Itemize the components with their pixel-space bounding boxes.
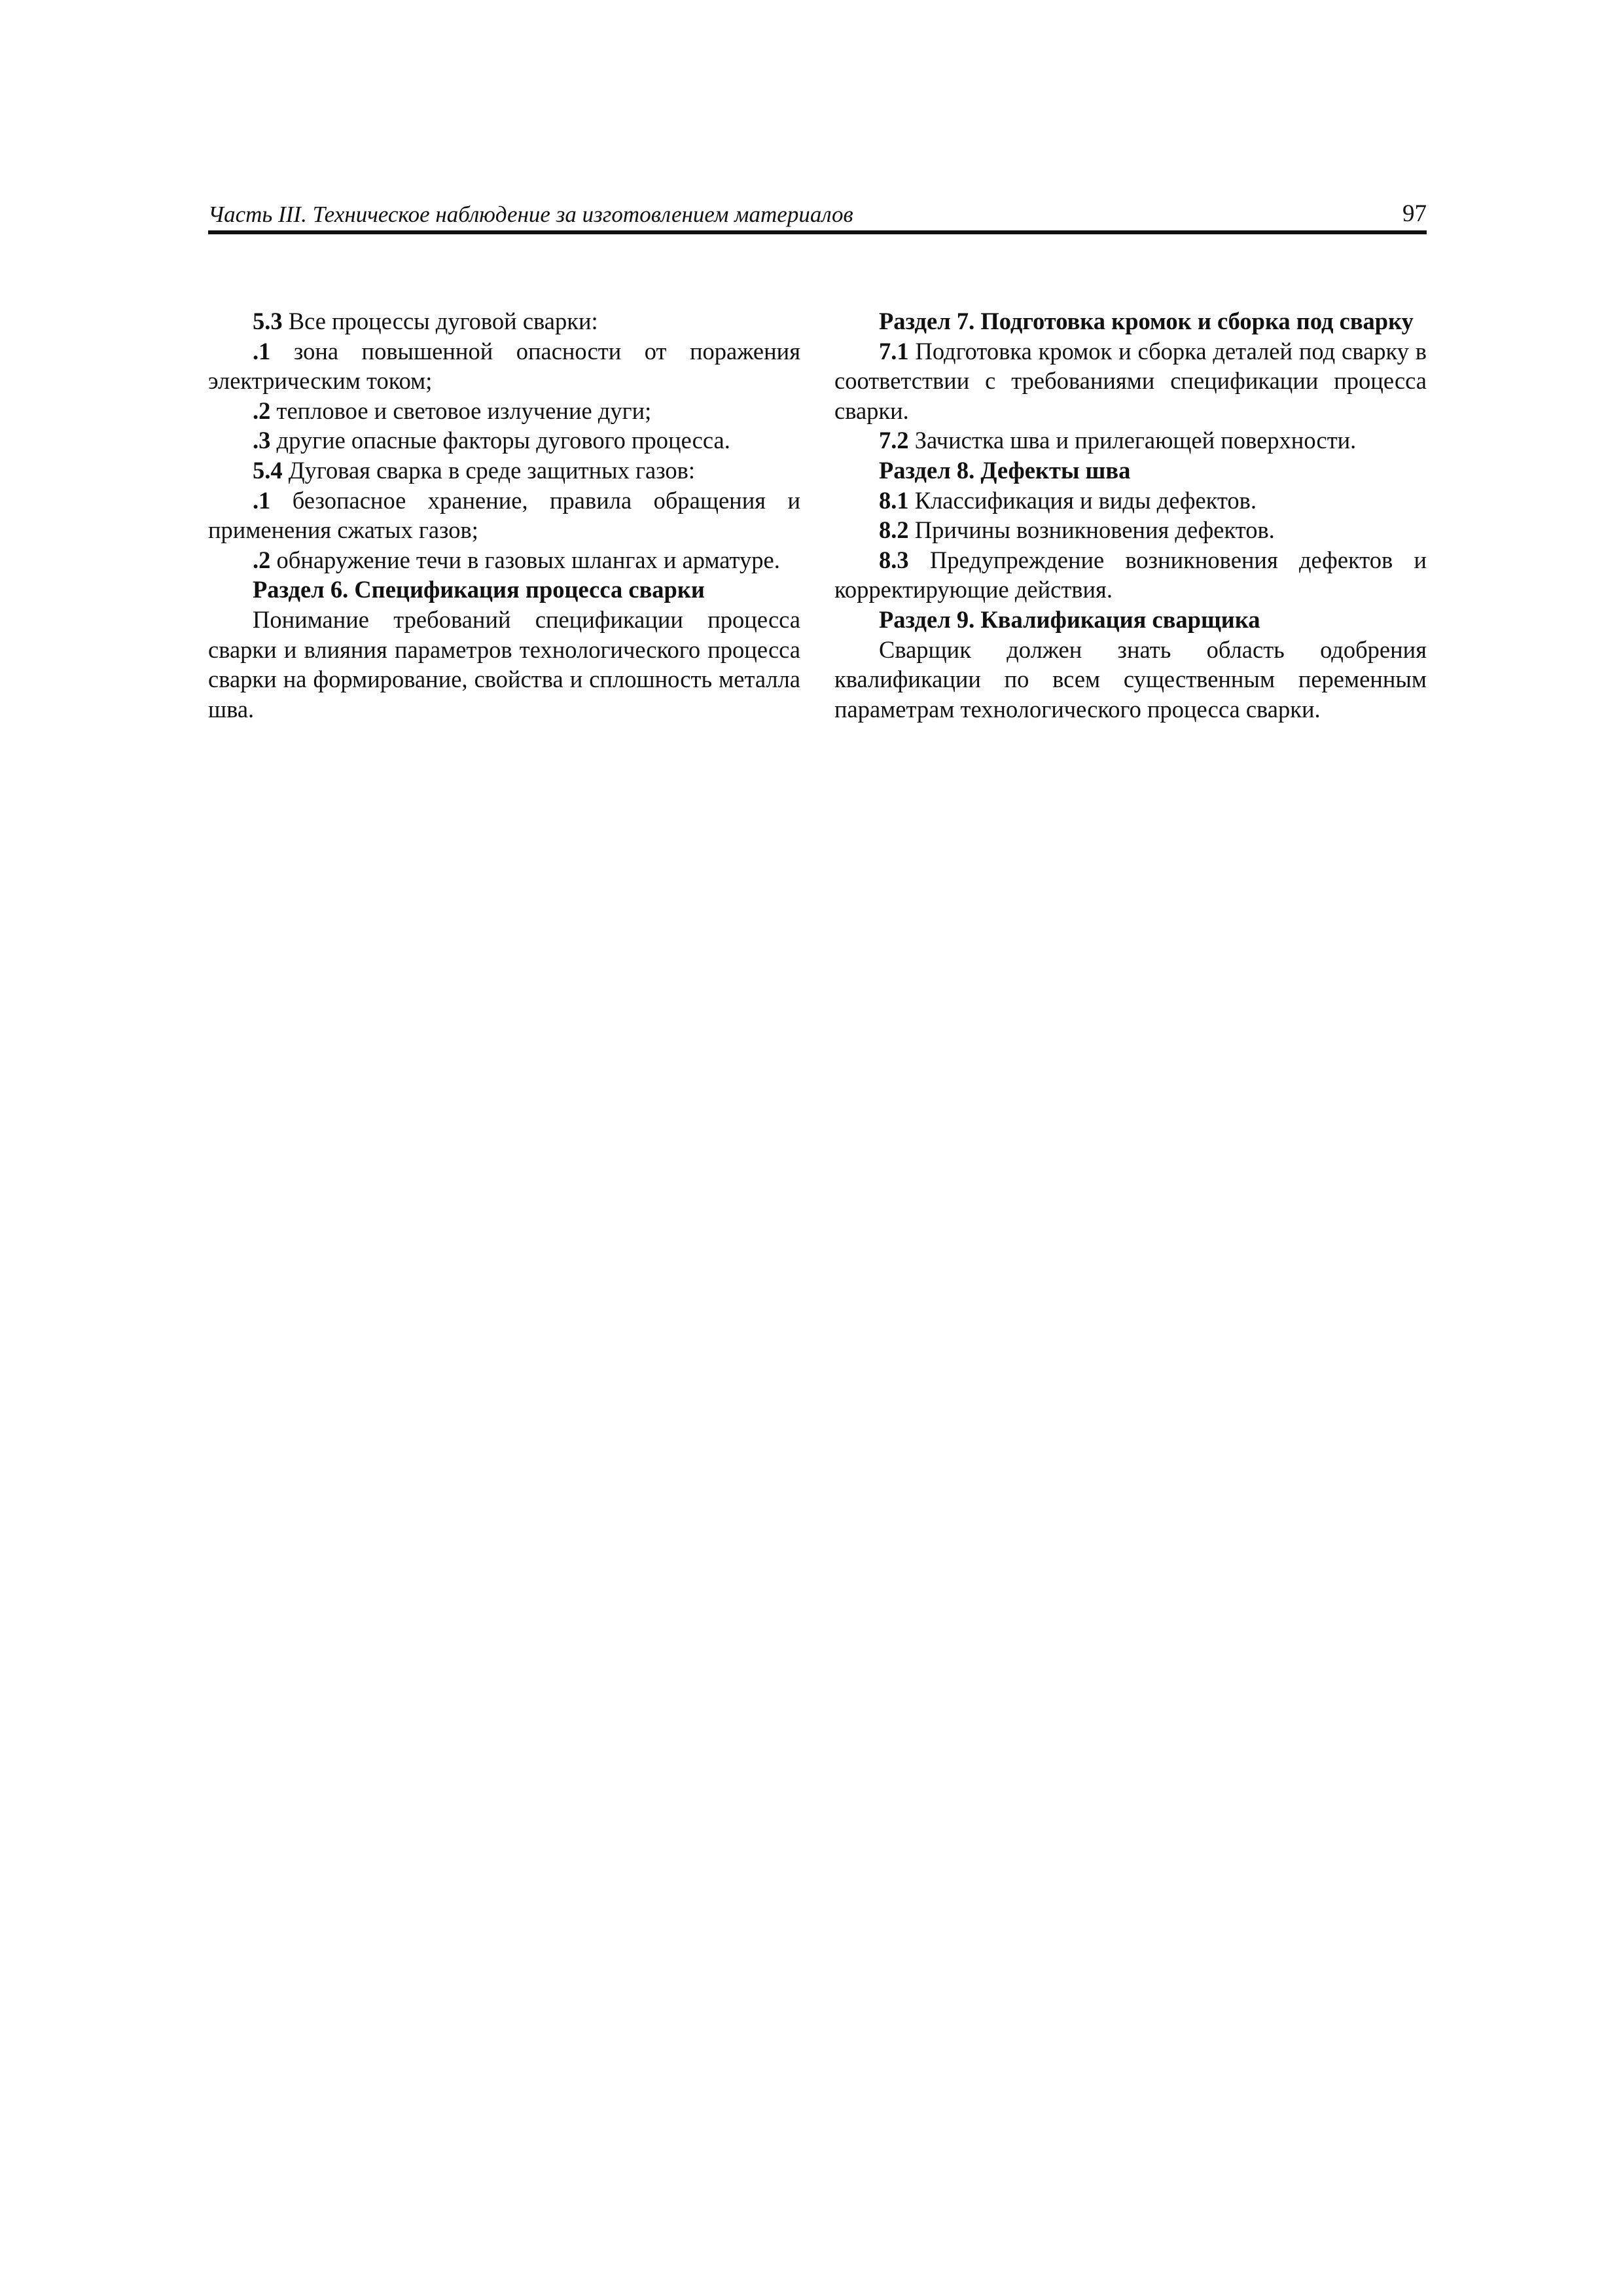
item-number: .3 (253, 427, 271, 454)
item-number: 5.3 (253, 308, 283, 334)
item-text: Причины возникновения дефектов. (908, 516, 1275, 544)
paragraph-5-3-2 (208, 396, 800, 426)
item-text: Дуговая сварка в среде защитных газов: (282, 456, 696, 484)
paragraph-5-3-3 (208, 425, 800, 456)
item-text: Классификация и виды дефектов. (908, 486, 1257, 514)
paragraph-5-3-1 (208, 336, 800, 396)
section-9-text: Сварщик должен знать область одобрения квалификации по всем существенным переменным параметрам технологического процесса сварки. (834, 636, 1427, 723)
item-text: Предупреждение возникновения дефектов и корректирующие действия. (834, 546, 1427, 603)
section-6-heading: Раздел 6. Спецификация процесса сварки (253, 576, 705, 603)
section-9-heading: Раздел 9. Квалификация сварщика (879, 605, 1260, 633)
item-text: Подготовка кромок и сборка деталей под сварку в соответствии с требованиями спецификации процесса сварки. (834, 337, 1427, 424)
paragraph-5-3 (208, 306, 800, 336)
item-text: безопасное хранение, правила обращения и применения сжатых газов; (208, 486, 800, 544)
item-number: .1 (253, 337, 271, 365)
section-8-heading: Раздел 8. Дефекты шва (879, 456, 1131, 484)
section-7-heading: Раздел 7. Подготовка кромок и сборка под сварку (879, 308, 1414, 334)
item-number: 8.2 (879, 516, 909, 544)
section-6-text: Понимание требований спецификации процесса сварки и влияния параметров технологического процесса сварки на формирование, свойства и сплошность металла шва. (208, 605, 800, 723)
item-number: .2 (253, 397, 271, 424)
item-text: обнаружение течи в газовых шлангах и арматуре. (270, 546, 780, 573)
paragraph-7-1 (834, 336, 1427, 426)
item-text: другие опасные факторы дугового процесса. (270, 427, 730, 454)
item-text: Зачистка шва и прилегающей поверхности. (908, 427, 1357, 454)
item-number: 5.4 (253, 456, 283, 484)
right-column (834, 306, 1427, 724)
left-column (208, 306, 800, 724)
paragraph-5-4-1 (208, 486, 800, 545)
paragraph-7-2 (834, 425, 1427, 456)
item-number: .1 (253, 486, 271, 514)
paragraph-5-4 (208, 456, 800, 486)
running-header (208, 196, 1427, 232)
paragraph-8-2 (834, 515, 1427, 545)
item-text: тепловое и световое излучение дуги; (270, 397, 652, 424)
item-number: 7.1 (879, 337, 909, 365)
item-number: 7.2 (879, 427, 909, 454)
page-number: 97 (1402, 200, 1427, 227)
paragraph-5-4-2 (208, 545, 800, 575)
item-text: Все процессы дуговой сварки: (282, 308, 598, 334)
item-text: зона повышенной опасности от поражения электрическим током; (208, 337, 800, 395)
header-rule (208, 230, 1427, 234)
running-title: Часть III. Техническое наблюдение за изготовлением материалов (208, 202, 853, 227)
item-number: .2 (253, 546, 271, 573)
item-number: 8.1 (879, 486, 909, 514)
item-number: 8.3 (879, 546, 909, 573)
paragraph-8-1 (834, 486, 1427, 516)
paragraph-8-3 (834, 545, 1427, 605)
